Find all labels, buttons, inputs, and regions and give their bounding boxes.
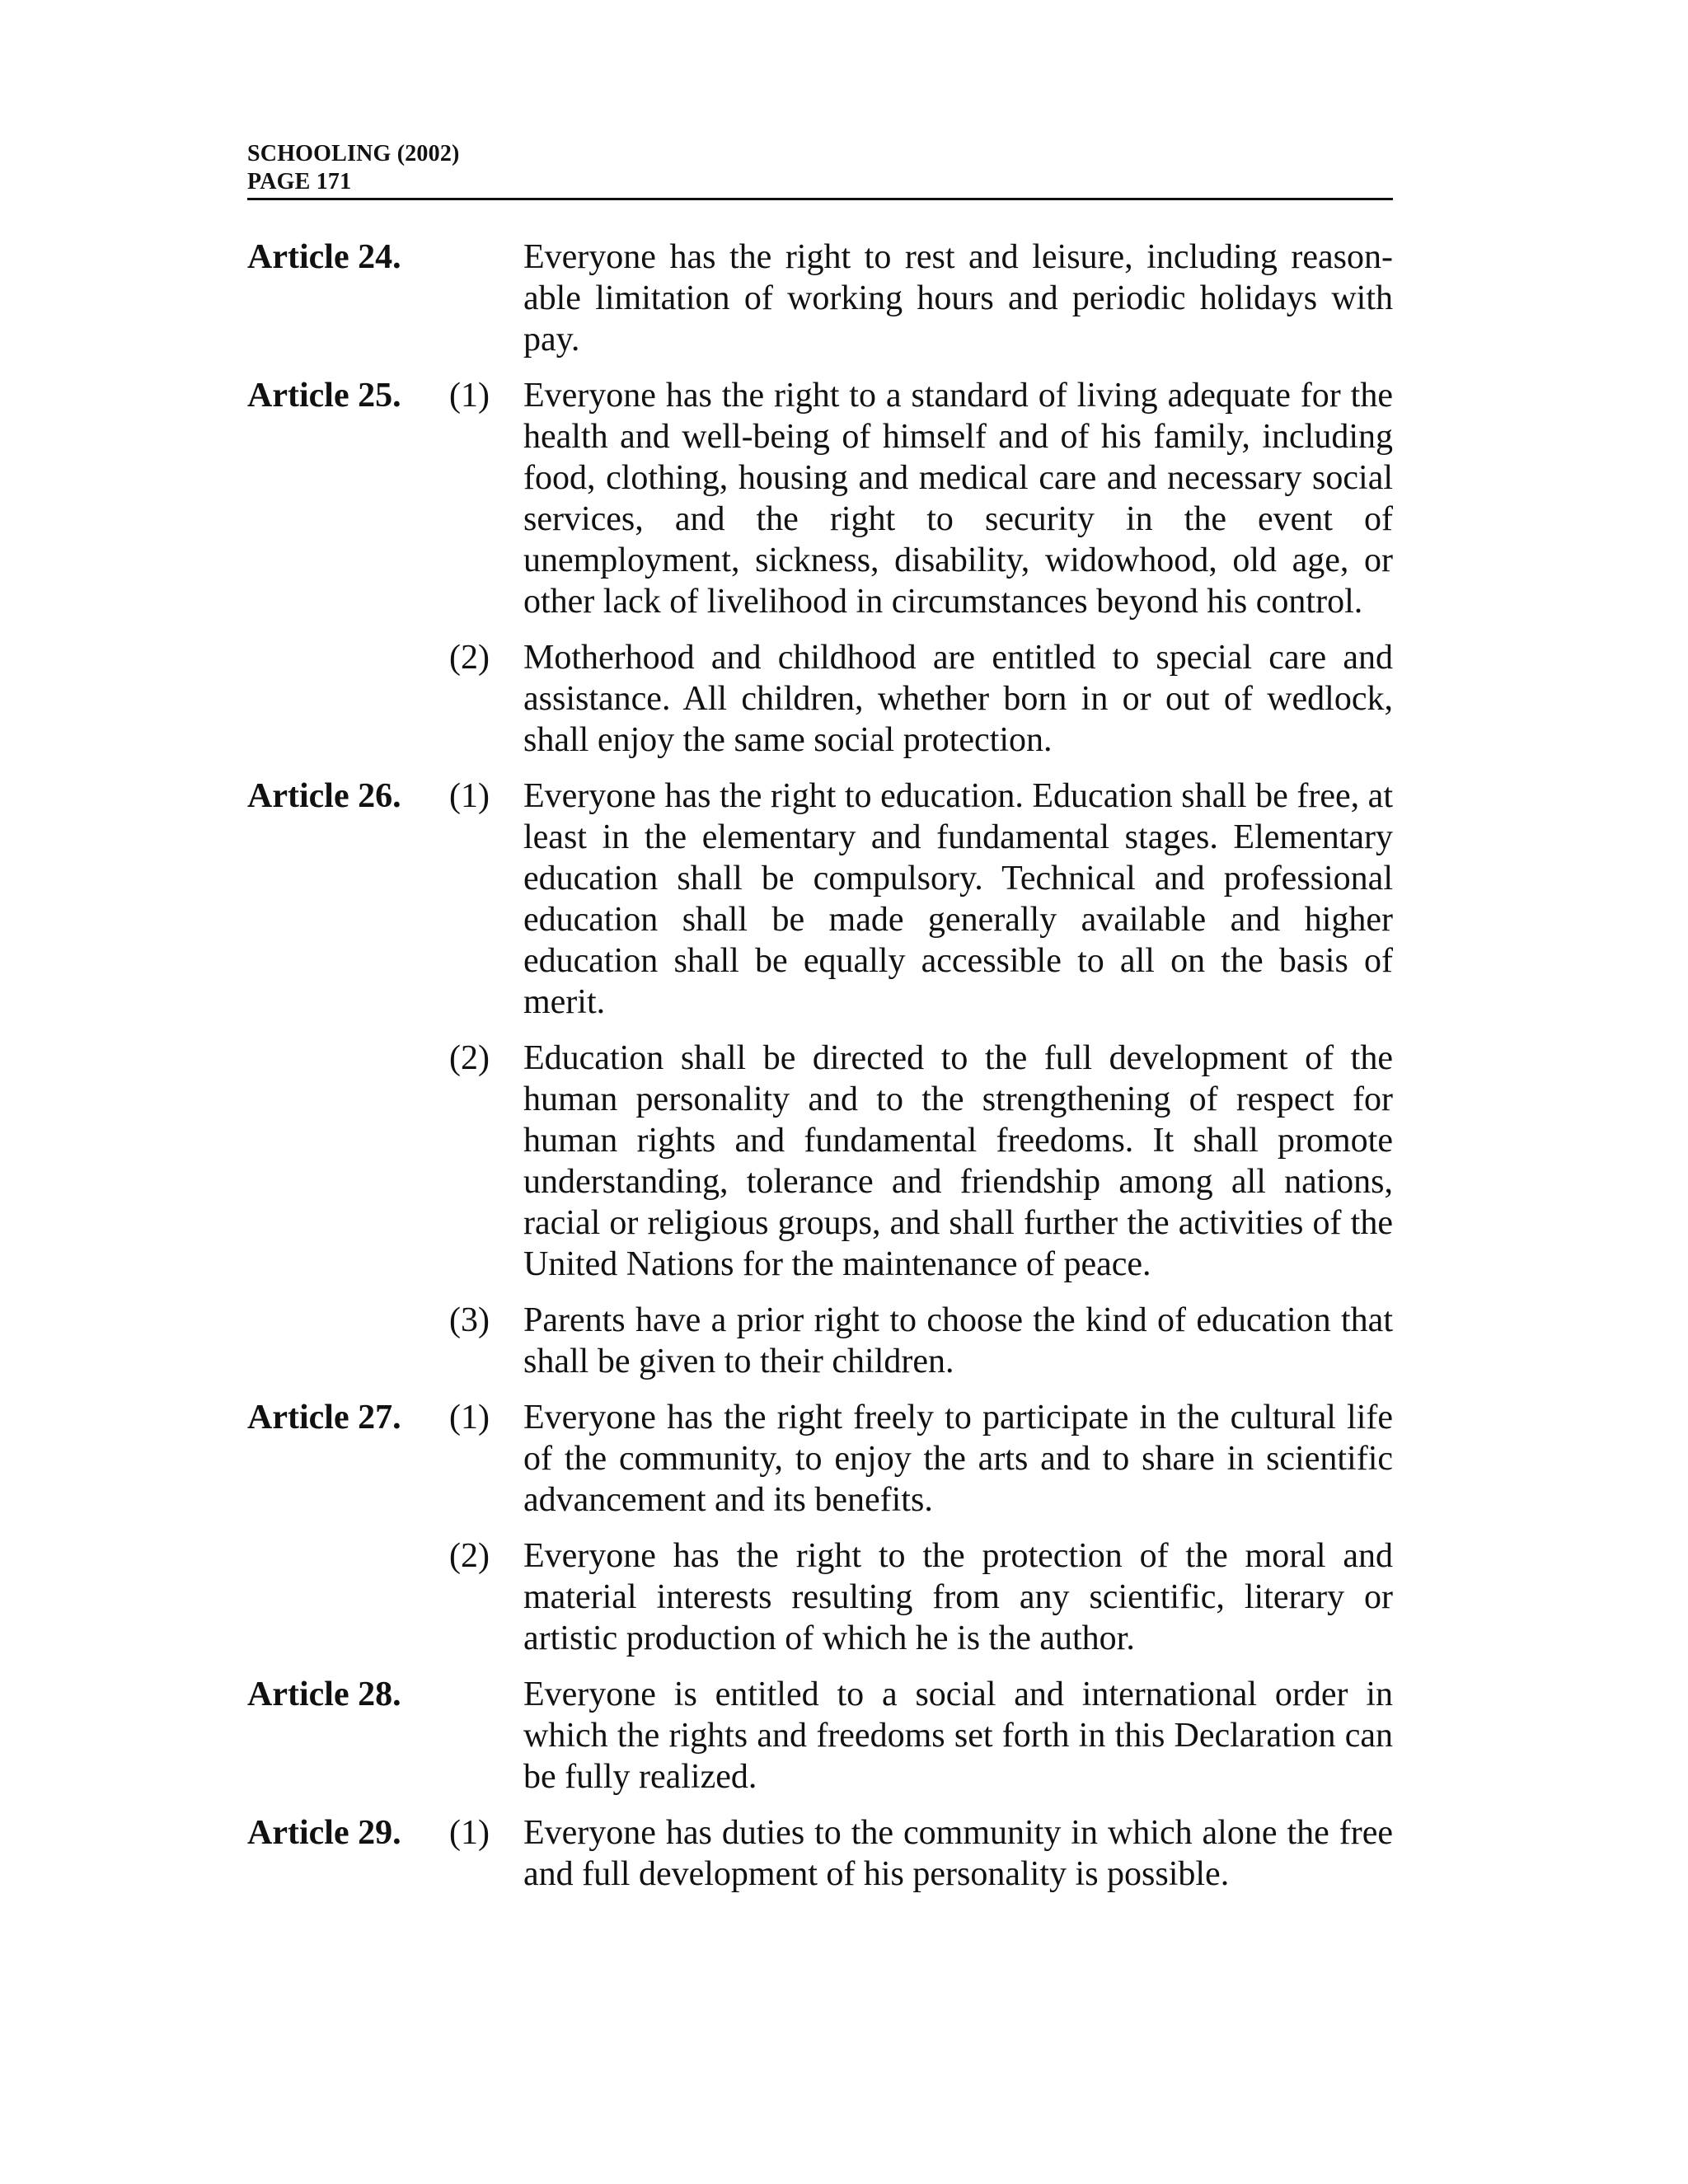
article-block	[247, 1674, 1393, 1797]
paragraph-number: (2)	[449, 1537, 490, 1575]
articles-list	[247, 237, 1393, 1895]
paragraph-number: (1)	[449, 1814, 490, 1852]
article-block	[247, 237, 1393, 360]
article-paragraph	[247, 637, 1393, 761]
article-paragraph	[247, 1812, 1393, 1895]
header-rule	[247, 198, 1393, 200]
article-block	[247, 375, 1393, 761]
paragraph-text: Parents have a prior right to choose the kind of education that shall be given to their children.	[523, 1301, 1393, 1380]
paragraph-number: (1)	[449, 1399, 490, 1436]
paragraph-number: (1)	[449, 777, 490, 815]
paragraph-text: Education shall be directed to the full development of the human personality and to the strengthening of respect for human rights and fundamental freedoms. It shall promote understanding, tolerance and friendship among all nations, racial or religious groups, and shall further the activities of the United Nations for the maintenance of peace.	[523, 1039, 1393, 1283]
paragraph-number: (1)	[449, 377, 490, 415]
article-paragraph	[247, 1535, 1393, 1659]
paragraph-number: (2)	[449, 1039, 490, 1077]
running-header	[247, 140, 1393, 196]
article-paragraph	[247, 1397, 1393, 1521]
document-page	[247, 140, 1393, 1910]
article-block	[247, 776, 1393, 1382]
header-page-number: PAGE 171	[247, 169, 352, 194]
paragraph-text: Everyone has the right to the protection of the moral and material interests resulting from any scientific, literary or artistic production of which he is the author.	[523, 1537, 1393, 1657]
article-label: Article 25.	[247, 377, 401, 415]
paragraph-text: Everyone has the right freely to participate in the cultural life of the community, to enjoy the arts and to share in scientific advancement and its benefits.	[523, 1399, 1393, 1519]
article-label: Article 26.	[247, 777, 401, 815]
paragraph-number: (2)	[449, 639, 490, 677]
article-paragraph	[247, 776, 1393, 1023]
paragraph-text: Motherhood and childhood are entitled to special care and assistance. All children, whether born in or out of wedlock, shall enjoy the same social protection.	[523, 639, 1393, 759]
article-paragraph	[247, 1674, 1393, 1797]
article-paragraph	[247, 375, 1393, 622]
paragraph-text: Everyone is entitled to a social and international order in which the rights and freedoms set forth in this Declaration can be fully realized.	[523, 1675, 1393, 1796]
article-block	[247, 1397, 1393, 1659]
article-block	[247, 1812, 1393, 1895]
paragraph-text: Everyone has duties to the community in which alone the free and full development of his personality is possible.	[523, 1814, 1393, 1893]
article-label: Article 24.	[247, 238, 401, 276]
article-label: Article 29.	[247, 1814, 401, 1852]
paragraph-text: Everyone has the right to a standard of living adequate for the health and well-being of himself and of his family, including food, clothing, housing and medical care and necessary social services, and the right to security in the event of unemployment, sickness, disability, widowhood, old age, or other lack of livelihood in circumstances beyond his control.	[523, 377, 1393, 621]
article-paragraph	[247, 1300, 1393, 1382]
paragraph-text: Everyone has the right to rest and leisure, including reasonable limitation of working hours and periodic holidays with pay.	[523, 238, 1393, 359]
article-label: Article 27.	[247, 1399, 401, 1436]
article-paragraph	[247, 237, 1393, 360]
paragraph-text: Everyone has the right to education. Education shall be free, at least in the elementary and fundamental stages. Elementary education shall be compulsory. Technical and professional education shall be made generally available and higher education shall be equally accessible to all on the basis of merit.	[523, 777, 1393, 1021]
article-paragraph	[247, 1038, 1393, 1285]
header-title: SCHOOLING (2002)	[247, 141, 460, 166]
article-label: Article 28.	[247, 1675, 401, 1713]
paragraph-number: (3)	[449, 1301, 490, 1339]
